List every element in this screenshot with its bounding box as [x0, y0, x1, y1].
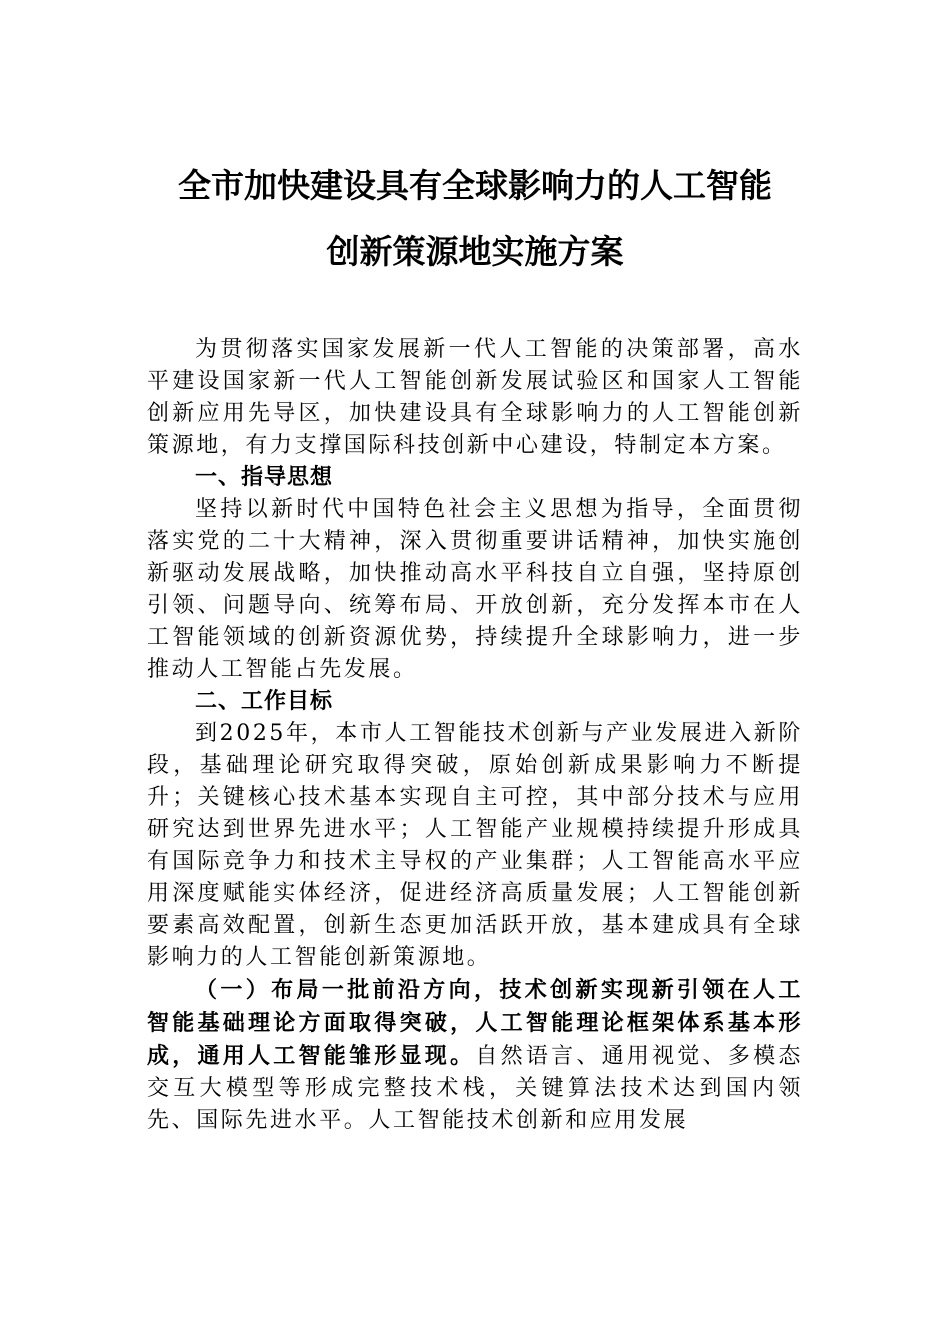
item-one-paragraph: [147, 974, 803, 1137]
section-heading-work-goals: 二、工作目标: [195, 689, 334, 714]
intro-paragraph: 为贯彻落实国家发展新一代人工智能的决策部署，高水平建设国家新一代人工智能创新发展试验区和国家人工智能创新应用先导区，加快建设具有全球影响力的人工智能创新策源地，有力支撑国际科技创新中心建设，特制定本方案。: [147, 337, 803, 458]
work-goals-paragraph: 到2025年，本市人工智能技术创新与产业发展进入新阶段，基础理论研究取得突破，原始创新成果影响力不断提升；关键核心技术基本实现自主可控，其中部分技术与应用研究达到世界先进水平；人工智能产业规模持续提升形成具有国际竞争力和技术主导权的产业集群；人工智能高水平应用深度赋能实体经济，促进经济高质量发展；人工智能创新要素高效配置，创新生态更加活跃开放，基本建成具有全球影响力的人工智能创新策源地。: [147, 721, 803, 970]
title-line-1: 全市加快建设具有全球影响力的人工智能: [178, 166, 772, 205]
document-body: [147, 334, 803, 1137]
document-page: [147, 158, 803, 1137]
item-one-text: 自然语言、通用视觉、多模态交互大模型等形成完整技术栈，关键算法技术达到国内领先、国际先进水平。人工智能技术创新和应用发展: [147, 1044, 803, 1133]
document-title: [147, 158, 803, 280]
title-line-2: 创新策源地实施方案: [326, 232, 624, 271]
item-one-lead: （一）布局一批前沿方向，技术创新实现新引领在人工智能基础理论方面取得突破，人工智能理论框架体系基本形成，通用人工智能雏形显现。: [147, 977, 803, 1069]
section-heading-guiding-ideology: 一、指导思想: [195, 465, 334, 490]
guiding-ideology-paragraph: 坚持以新时代中国特色社会主义思想为指导，全面贯彻落实党的二十大精神，深入贯彻重要讲话精神，加快实施创新驱动发展战略，加快推动高水平科技自立自强，坚持原创引领、问题导向、统筹布局、开放创新，充分发挥本市在人工智能领域的创新资源优势，持续提升全球影响力，进一步推动人工智能占先发展。: [147, 497, 803, 682]
